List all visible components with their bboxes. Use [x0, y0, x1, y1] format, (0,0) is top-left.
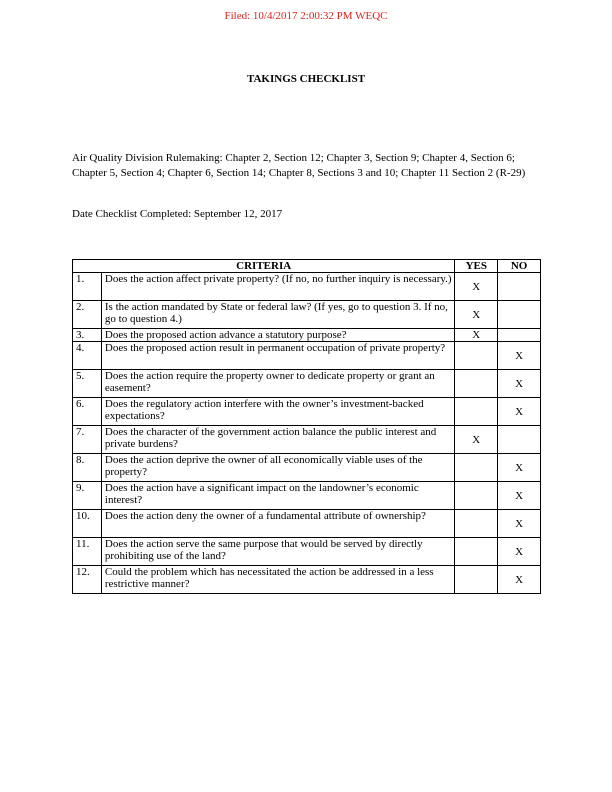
row-number: 11.: [73, 538, 102, 566]
row-number: 8.: [73, 454, 102, 482]
no-mark: X: [498, 538, 541, 566]
no-mark: [498, 273, 541, 301]
no-mark: X: [498, 482, 541, 510]
row-number: 1.: [73, 273, 102, 301]
yes-mark: [455, 454, 498, 482]
table-row: [73, 566, 541, 594]
table-row: [73, 329, 541, 342]
criteria-header: CRITERIA: [73, 260, 455, 273]
table-row: [73, 398, 541, 426]
yes-mark: X: [455, 329, 498, 342]
filed-stamp: Filed: 10/4/2017 2:00:32 PM WEQC: [224, 10, 388, 22]
row-number: 4.: [73, 342, 102, 370]
no-mark: X: [498, 342, 541, 370]
row-number: 6.: [73, 398, 102, 426]
table-row: [73, 370, 541, 398]
table-row: [73, 426, 541, 454]
yes-mark: [455, 398, 498, 426]
yes-mark: [455, 342, 498, 370]
row-question: Does the proposed action result in permanent occupation of private property?: [101, 342, 454, 370]
row-question: Does the action have a significant impact on the landowner’s economic interest?: [101, 482, 454, 510]
row-question: Does the action deprive the owner of all economically viable uses of the property?: [101, 454, 454, 482]
no-mark: X: [498, 566, 541, 594]
row-question: Could the problem which has necessitated the action be addressed in a less restrictive manner?: [101, 566, 454, 594]
table-row: [73, 273, 541, 301]
row-question: Does the action deny the owner of a fundamental attribute of ownership?: [101, 510, 454, 538]
yes-mark: [455, 482, 498, 510]
yes-mark: X: [455, 273, 498, 301]
yes-mark: [455, 538, 498, 566]
row-question: Is the action mandated by State or federal law? (If yes, go to question 3. If no, go to question 4.): [101, 301, 454, 329]
row-number: 7.: [73, 426, 102, 454]
no-mark: X: [498, 370, 541, 398]
row-question: Does the character of the government action balance the public interest and private burdens?: [101, 426, 454, 454]
row-number: 12.: [73, 566, 102, 594]
table-header-row: [73, 260, 541, 273]
yes-mark: [455, 510, 498, 538]
row-question: Does the action affect private property? (If no, no further inquiry is necessary.): [101, 273, 454, 301]
yes-mark: X: [455, 426, 498, 454]
yes-mark: [455, 370, 498, 398]
rulemaking-subject: Air Quality Division Rulemaking: Chapter 2, Section 12; Chapter 3, Section 9; Chapter 4, Section 6; Chapter 5, Section 4; Chapter 6, Section 14; Chapter 8, Sections 3 and 10; Chapter 11 Section 2 (R-29): [72, 152, 526, 179]
table-row: [73, 301, 541, 329]
takings-criteria-table: [72, 259, 541, 594]
row-question: Does the action require the property owner to dedicate property or grant an easement?: [101, 370, 454, 398]
yes-mark: X: [455, 301, 498, 329]
table-row: [73, 482, 541, 510]
yes-mark: [455, 566, 498, 594]
table-row: [73, 342, 541, 370]
row-number: 10.: [73, 510, 102, 538]
table-row: [73, 454, 541, 482]
no-mark: [498, 426, 541, 454]
row-number: 5.: [73, 370, 102, 398]
row-number: 3.: [73, 329, 102, 342]
table-row: [73, 538, 541, 566]
no-mark: [498, 301, 541, 329]
row-question: Does the proposed action advance a statutory purpose?: [101, 329, 454, 342]
no-mark: [498, 329, 541, 342]
no-mark: X: [498, 510, 541, 538]
date-completed: Date Checklist Completed: September 12, 2017: [72, 208, 283, 220]
no-mark: X: [498, 398, 541, 426]
row-number: 9.: [73, 482, 102, 510]
no-header: NO: [498, 260, 541, 273]
table-row: [73, 510, 541, 538]
row-question: Does the action serve the same purpose that would be served by directly prohibiting use of the land?: [101, 538, 454, 566]
no-mark: X: [498, 454, 541, 482]
yes-header: YES: [455, 260, 498, 273]
page-title: TAKINGS CHECKLIST: [246, 73, 366, 85]
row-number: 2.: [73, 301, 102, 329]
row-question: Does the regulatory action interfere with the owner’s investment-backed expectations?: [101, 398, 454, 426]
